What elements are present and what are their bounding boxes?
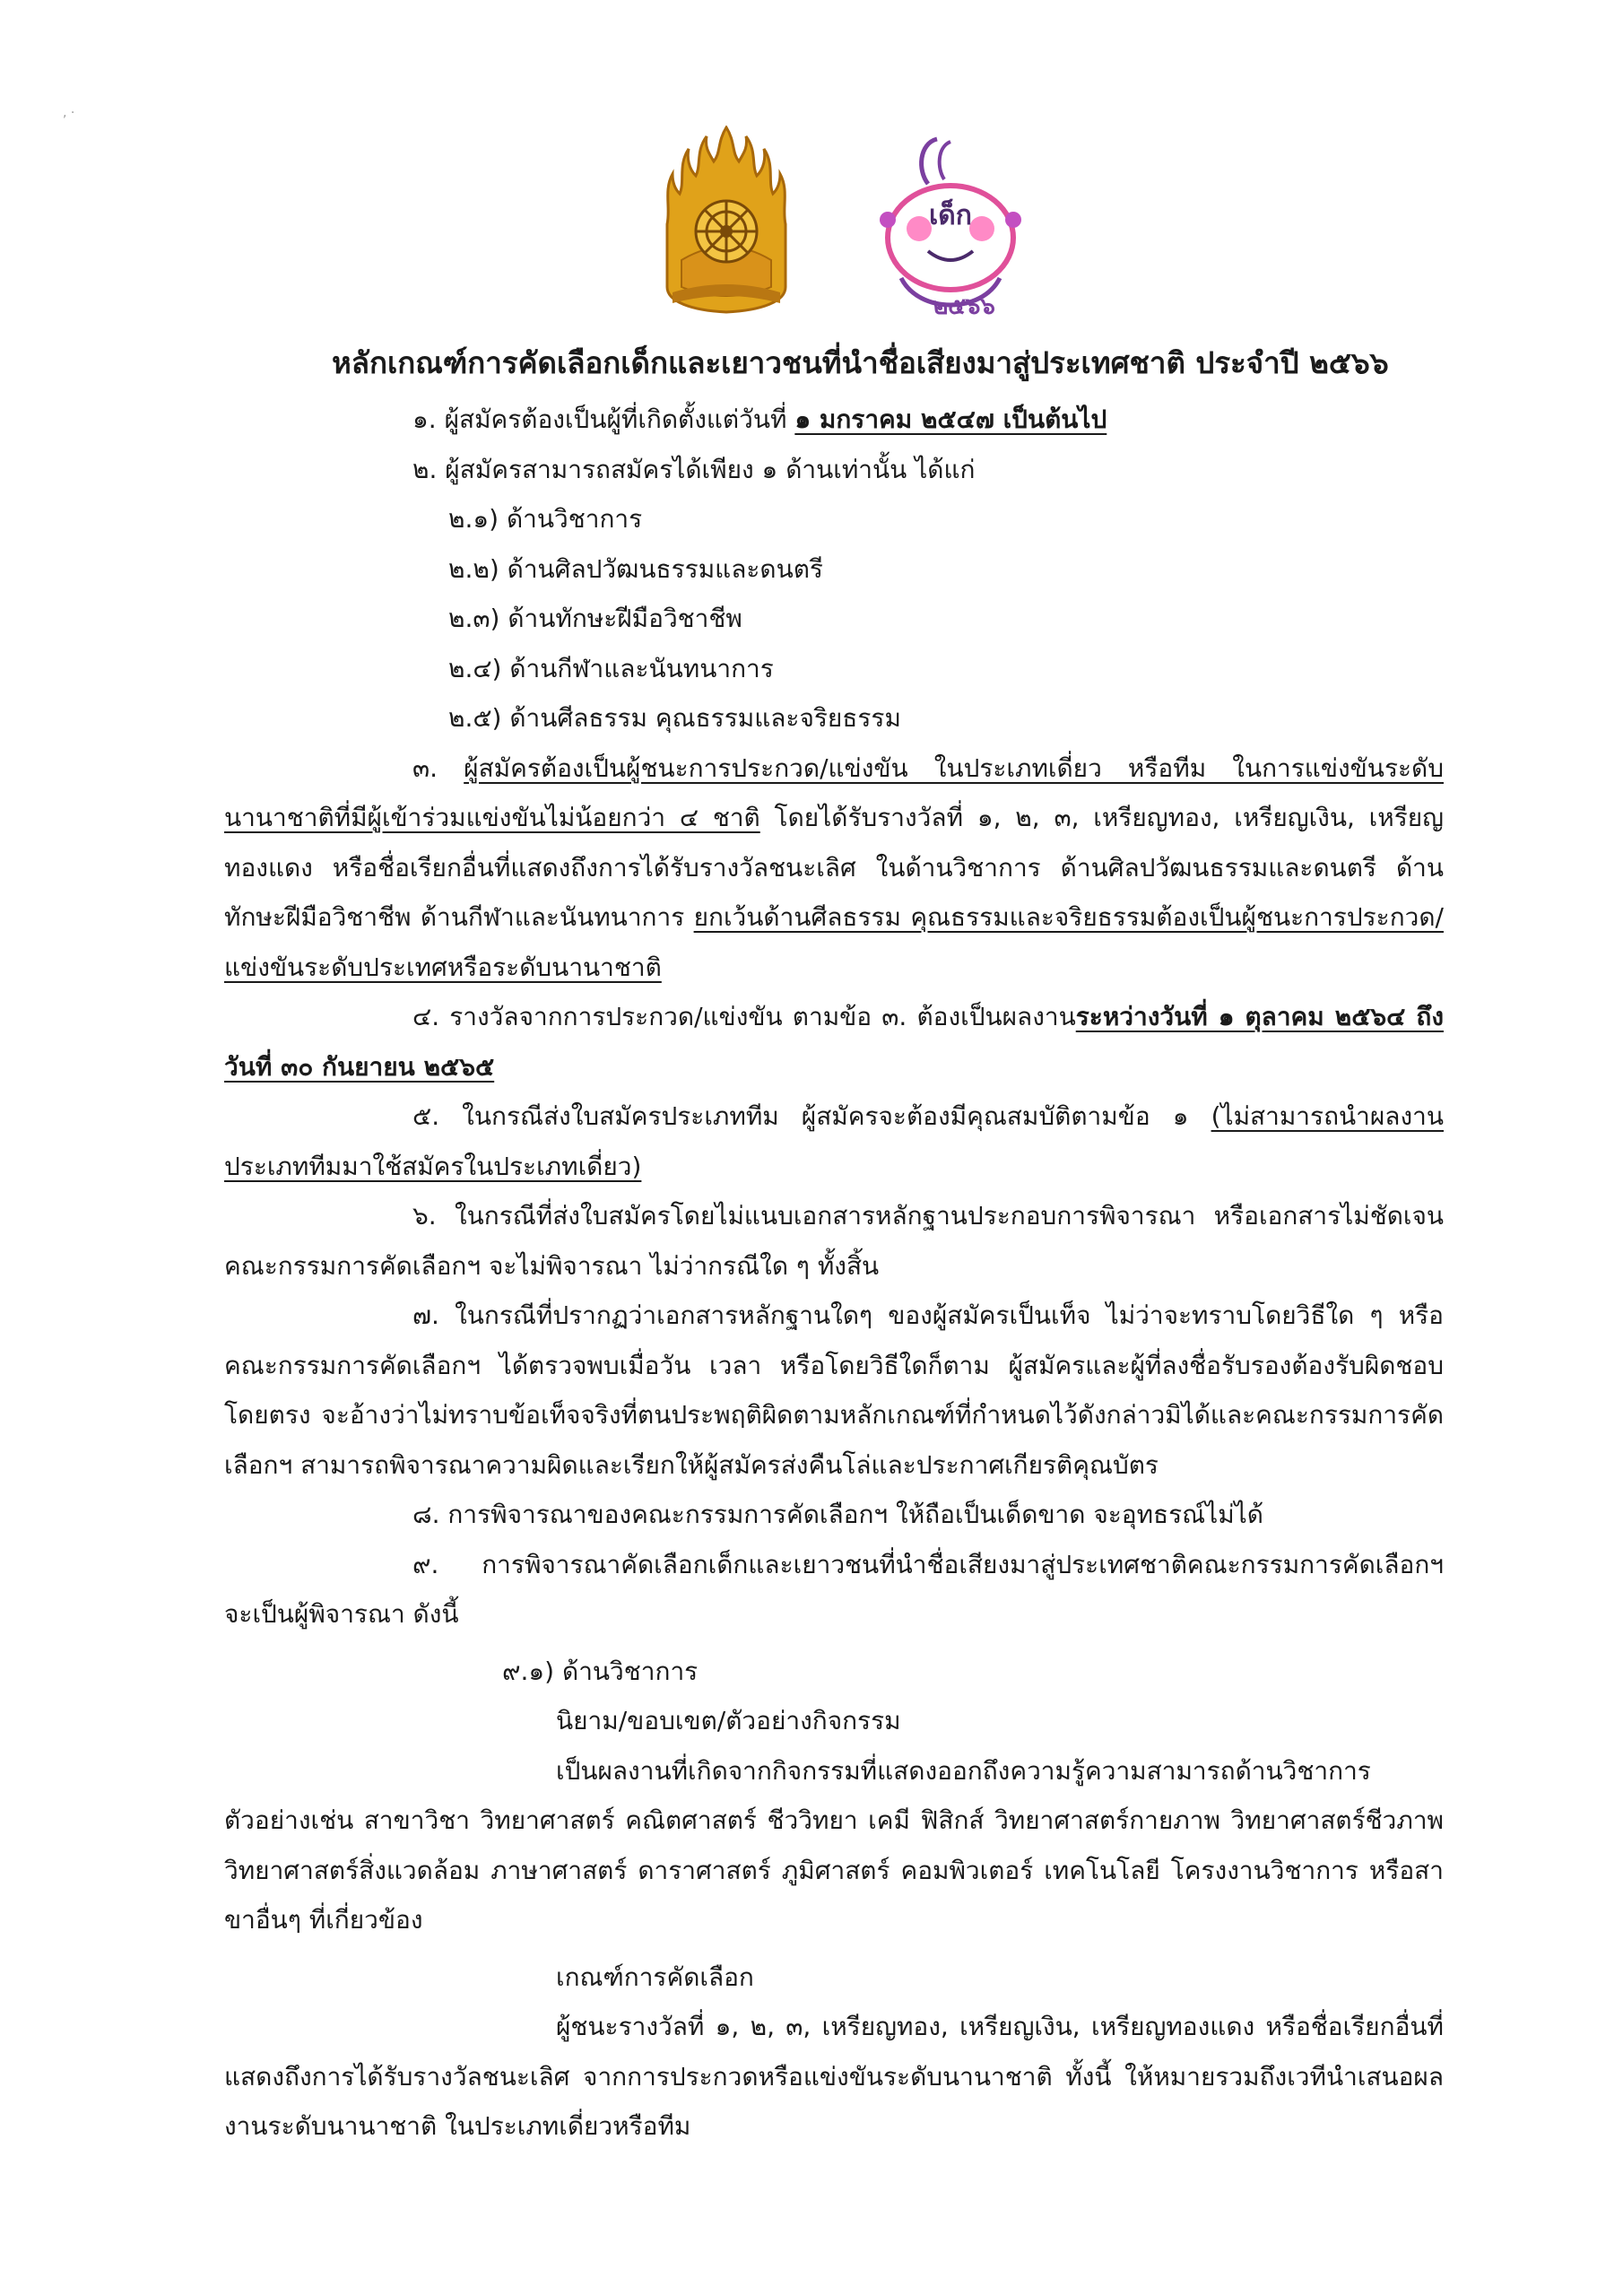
definition-body: เป็นผลงานที่เกิดจากกิจกรรมที่แสดงออกถึงความรู้ความสามารถด้านวิชาการ ตัวอย่างเช่น สาขาวิชา วิทยาศาสตร์ คณิตศาสตร์ ชีววิทยา เคมี ฟิสิกส์ วิทยาศาสตร์กายภาพ วิทยาศาสตร์ชีวภาพ วิทยาศาสตร์สิ่งแวดล้อม ภาษาศาสตร์ ดาราศาสตร์ ภูมิศาสตร์ คอมพิวเตอร์ เทคโนโลยี โครงงานวิชาการ หรือสาขาอื่นๆ ที่เกี่ยวข้อง: [224, 1755, 1444, 1935]
item-1: [224, 395, 1444, 445]
section-9-1-heading: ๙.๑) ด้านวิชาการ: [502, 1656, 699, 1686]
item-1-text: ๑. ผู้สมัครต้องเป็นผู้ที่เกิดตั้งแต่วันที่: [412, 404, 795, 434]
scan-speck: , ·: [63, 106, 75, 120]
document-title: หลักเกณฑ์การคัดเลือกเด็กและเยาวชนที่นำชื่อเสียงมาสู่ประเทศชาติ ประจำปี ๒๕๖๖: [332, 345, 1389, 380]
item-3-exception: ยกเว้นด้านศีลธรรม คุณธรรมและจริยธรรมต้องเป็นผู้ชนะการประกวด/แข่งขันระดับประเทศหรือระดับนานาชาติ: [224, 902, 1444, 982]
item-1-date: ๑ มกราคม ๒๕๔๗ เป็นต้นไป: [794, 404, 1107, 434]
item-4-text: ๔. รางวัลจากการประกวด/แข่งขัน ตามข้อ ๓. ต้องเป็นผลงาน: [412, 1002, 1076, 1031]
item-2: ๒. ผู้สมัครสามารถสมัครได้เพียง ๑ ด้านเท่านั้น ได้แก่: [412, 454, 976, 484]
childrens-day-logo: [865, 135, 1036, 323]
item-2-1: ๒.๑) ด้านวิชาการ: [448, 504, 643, 534]
item-3-number: ๓.: [412, 752, 464, 783]
item-5: [224, 1091, 1444, 1191]
criteria-heading: เกณฑ์การคัดเลือก: [556, 1961, 754, 1992]
item-3-text: โดยได้รับรางวัลที่ ๑, ๒, ๓, เหรียญทอง, เหรียญเงิน, เหรียญทองแดง หรือชื่อเรียกอื่นที่แสดงถึงการได้รับรางวัลชนะเลิศ ในด้านวิชาการ ด้านศิลปวัฒนธรรมและดนตรี ด้านทักษะฝีมือวิชาชีพ ด้านกีฬาและนันทนาการ: [224, 803, 1444, 932]
item-8: ๘. การพิจารณาของคณะกรรมการคัดเลือกฯ ให้ถือเป็นเด็ดขาด จะอุทธรณ์ไม่ได้: [412, 1500, 1263, 1529]
item-5-text: ๕. ในกรณีส่งใบสมัครประเภททีม ผู้สมัครจะต้องมีคุณสมบัติตามข้อ ๑: [412, 1101, 1211, 1131]
item-3: [224, 744, 1444, 993]
document-body: [224, 395, 1444, 2152]
item-5-note: (ไม่สามารถนำผลงานประเภททีมมาใช้สมัครในประเภทเดี่ยว): [224, 1101, 1444, 1181]
item-7: ๗. ในกรณีที่ปรากฏว่าเอกสารหลักฐานใดๆ ของผู้สมัครเป็นเท็จ ไม่ว่าจะทราบโดยวิธีใด ๆ หรือคณะกรรมการคัดเลือกฯ ได้ตรวจพบเมื่อวัน เวลา หรือโดยวิธีใดก็ตาม ผู้สมัครและผู้ที่ลงชื่อรับรองต้องรับผิดชอบโดยตรง จะอ้างว่าไม่ทราบข้อเท็จจริงที่ตนประพฤติผิดตามหลักเกณฑ์ที่กำหนดไว้ดังกล่าวมิได้และคณะกรรมการคัดเลือกฯ สามารถพิจารณาความผิดและเรียกให้ผู้สมัครส่งคืนโล่และประกาศเกียรติคุณบัตร: [224, 1300, 1444, 1480]
item-2-4: ๒.๔) ด้านกีฬาและนันทนาการ: [448, 653, 774, 683]
item-6: ๖. ในกรณีที่ส่งใบสมัครโดยไม่แนบเอกสารหลักฐานประกอบการพิจารณา หรือเอกสารไม่ชัดเจน คณะกรรมการคัดเลือกฯ จะไม่พิจารณา ไม่ว่ากรณีใด ๆ ทั้งสิ้น: [224, 1201, 1444, 1281]
svg-text:เด็ก: เด็ก: [929, 200, 972, 231]
item-3-requirement: ผู้สมัครต้องเป็นผู้ชนะการประกวด/แข่งขัน ในประเภทเดี่ยว หรือทีม ในการแข่งขันระดับนานาชาติที่มีผู้เข้าร่วมแข่งขันไม่น้อยกว่า ๔ ชาติ: [224, 752, 1444, 832]
item-2-2: ๒.๒) ด้านศิลปวัฒนธรรมและดนตรี: [448, 553, 823, 584]
definition-heading: นิยาม/ขอบเขต/ตัวอย่างกิจกรรม: [556, 1706, 901, 1735]
item-4-period: ระหว่างวันที่ ๑ ตุลาคม ๒๕๖๔ ถึงวันที่ ๓๐ กันยายน ๒๕๖๕: [224, 1002, 1444, 1082]
item-4: [224, 992, 1444, 1091]
criteria-body: ผู้ชนะรางวัลที่ ๑, ๒, ๓, เหรียญทอง, เหรียญเงิน, เหรียญทองแดง หรือชื่อเรียกอื่นที่แสดงถึงการได้รับรางวัลชนะเลิศ จากการประกวดหรือแข่งขันระดับนานาชาติ ทั้งนี้ ให้หมายรวมถึงเวทีนำเสนอผลงานระดับนานาชาติ ในประเภทเดี่ยวหรือทีม: [224, 2012, 1445, 2141]
ministry-emblem-logo: [655, 126, 798, 314]
item-9: ๙. การพิจารณาคัดเลือกเด็กและเยาวชนที่นำชื่อเสียงมาสู่ประเทศชาติคณะกรรมการคัดเลือกฯ จะเป็นผู้พิจารณา ดังนี้: [224, 1549, 1444, 1629]
item-2-5: ๒.๕) ด้านศีลธรรม คุณธรรมและจริยธรรม: [448, 703, 901, 733]
item-2-3: ๒.๓) ด้านทักษะฝีมือวิชาชีพ: [448, 604, 742, 633]
svg-text:๒๕๖๖: ๒๕๖๖: [933, 293, 995, 320]
